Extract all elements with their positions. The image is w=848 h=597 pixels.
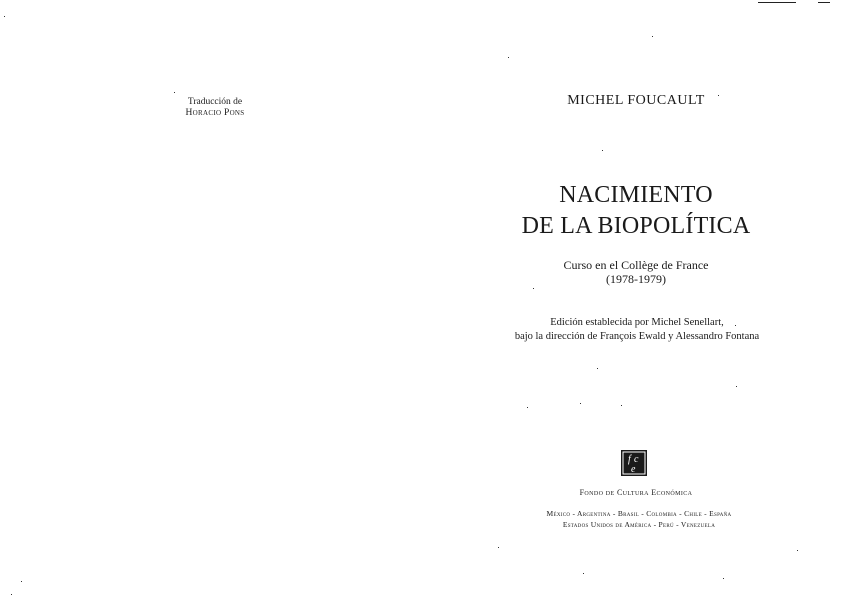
title-line-2: DE LA BIOPOLÍTICA	[521, 213, 751, 239]
header-rule	[758, 2, 796, 3]
scan-speck	[174, 92, 175, 93]
svg-text:f: f	[628, 454, 631, 465]
scan-speck	[602, 150, 603, 151]
svg-text:e: e	[631, 464, 636, 475]
author-name: MICHEL FOUCAULT	[567, 93, 705, 108]
scan-speck	[621, 405, 622, 406]
scan-speck	[718, 95, 719, 96]
scan-speck	[21, 581, 22, 582]
scan-speck	[583, 573, 584, 574]
scan-speck	[797, 550, 798, 551]
edition-credit	[492, 316, 782, 344]
title-line-1: NACIMIENTO	[559, 182, 713, 208]
scan-speck	[527, 407, 528, 408]
scan-speck	[508, 57, 509, 58]
scan-speck	[498, 547, 499, 548]
publisher-name: Fondo de Cultura Económica	[579, 488, 693, 497]
header-rule	[818, 2, 830, 3]
scan-speck	[736, 386, 737, 387]
scan-speck	[597, 368, 598, 369]
countries-line-1: México - Argentina - Brasil - Colombia - Chile - España	[546, 509, 732, 518]
scan-speck	[11, 594, 12, 595]
scan-speck	[4, 16, 5, 17]
fce-logo-icon	[621, 450, 647, 476]
countries-line-2: Estados Unidos de América - Perú - Venezuela	[562, 520, 716, 529]
scan-speck	[533, 288, 534, 289]
book-subtitle	[424, 258, 848, 286]
translator-name: Horacio Pons	[185, 108, 245, 118]
scan-speck	[735, 325, 736, 326]
publisher-countries	[504, 508, 774, 530]
scan-speck	[580, 403, 581, 404]
book-title	[424, 180, 848, 242]
scan-speck	[652, 36, 653, 37]
translation-label: Traducción de	[187, 97, 243, 107]
edition-line-2: bajo la dirección de François Ewald y Alessandro Fontana	[514, 331, 760, 342]
subtitle-line-2: (1978-1979)	[606, 272, 666, 286]
right-page	[424, 0, 848, 597]
edition-line-1: Edición establecida por Michel Senellart,	[550, 317, 724, 328]
subtitle-line-1: Curso en el Collège de France	[563, 258, 709, 272]
svg-text:c: c	[634, 454, 639, 465]
scan-speck	[723, 578, 724, 579]
translation-credit	[140, 97, 290, 119]
